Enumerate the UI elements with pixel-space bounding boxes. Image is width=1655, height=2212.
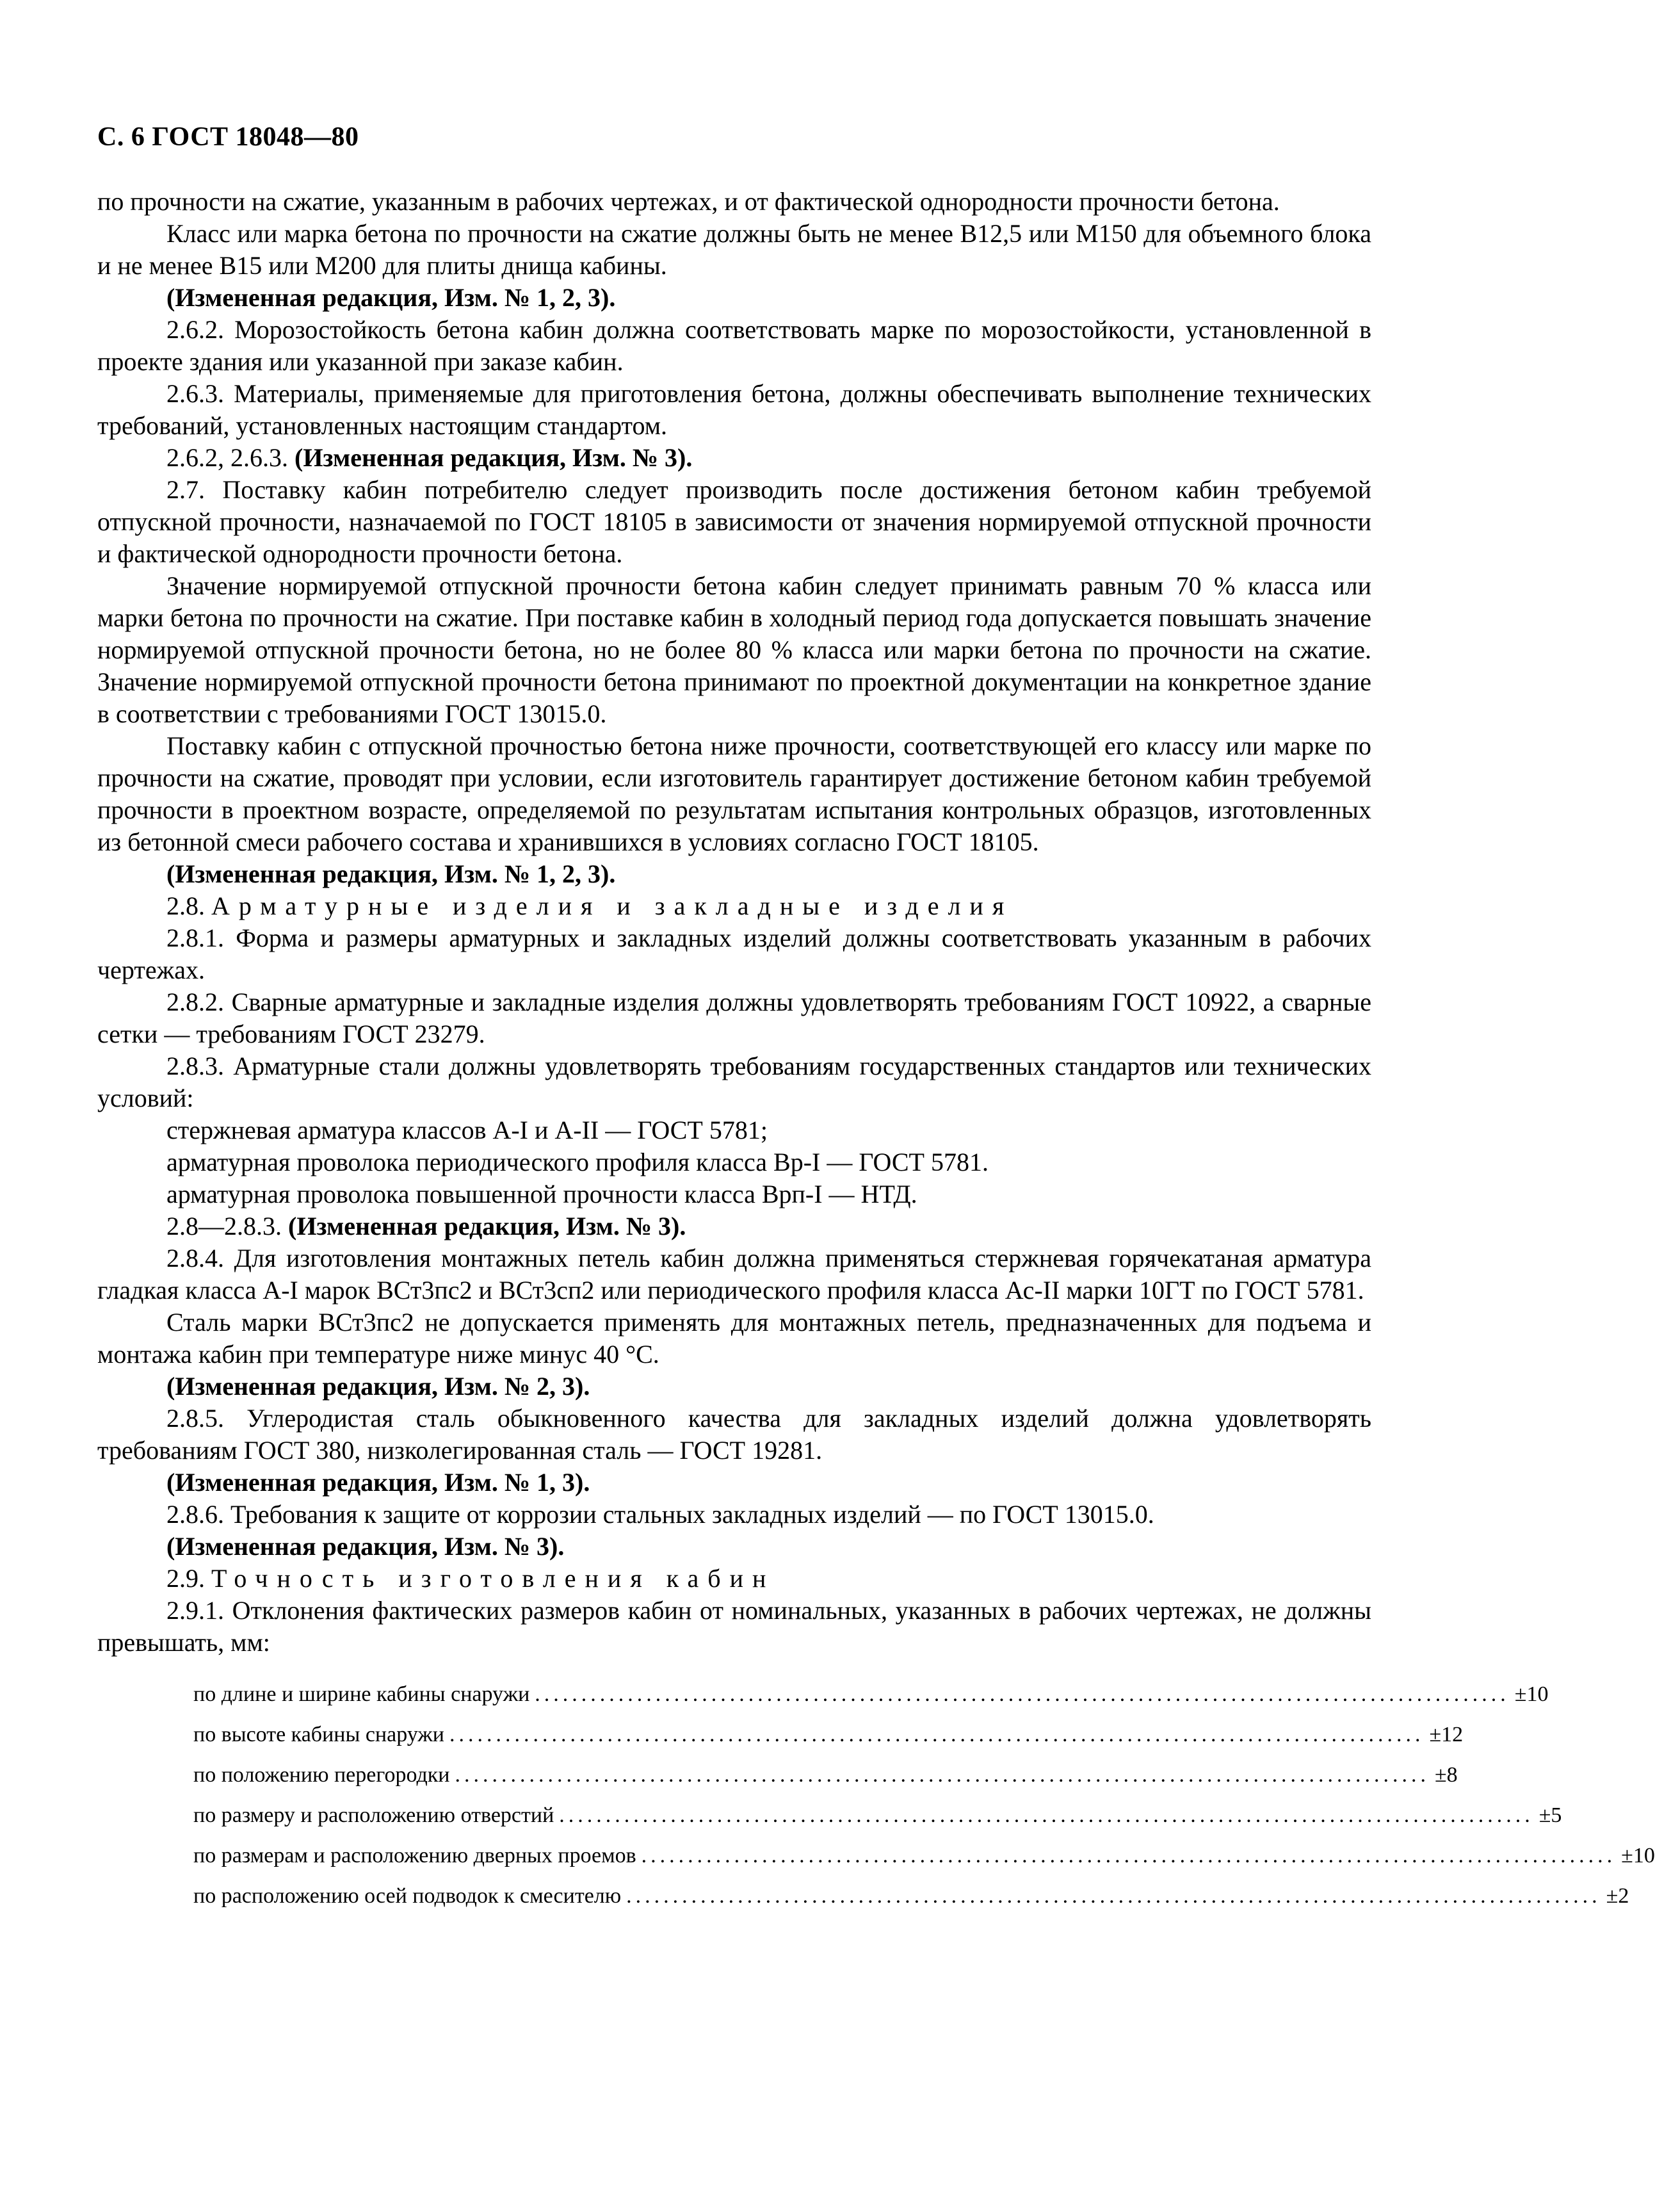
tolerance-value: ±2 [1606,1884,1629,1908]
revision-note: (Измененная редакция, Изм. № 3). [295,443,693,472]
section-number: 2.8. [166,891,205,920]
clause-2-7: 2.7. Поставку кабин потребителю следует производить после достижения бетоном кабин требуемой отпускной прочности, назначаемой по ГОСТ 18105 в зависимости от значения нормируемой отпускной прочности и фактической однородности прочности бетона. [97,475,1371,568]
paragraph: Поставку кабин с отпускной прочностью бетона ниже прочности, соответствующей его классу или марке по прочности на сжатие, проводят при условии, если изготовитель гарантирует достижение бетоном кабин требуемой прочности в проектном возрасте, определяемой по результатам испытания контрольных образцов, изготовленных из бетонной смеси рабочего состава и хранившихся в условиях согласно ГОСТ 18105. [97,731,1371,856]
list-item: стержневая арматура классов А-I и А-II — ГОСТ 5781; [166,1116,768,1144]
section-heading-2-8 [97,890,1371,922]
clause-2-8-6: 2.8.6. Требования к защите от коррозии стальных закладных изделий — по ГОСТ 13015.0. [166,1500,1154,1529]
tolerance-list [193,1674,1655,1916]
tolerance-value: ±8 [1435,1763,1458,1787]
leader-dots: ......................................................................................................... [626,1884,1601,1908]
clause-2-8-3: 2.8.3. Арматурные стали должны удовлетворять требованиям государственных стандартов или технических условий: [97,1052,1371,1112]
page-header: С. 6 ГОСТ 18048—80 [97,122,359,152]
paragraph: по прочности на сжатие, указанным в рабочих чертежах, и от фактической однородности прочности бетона. [97,187,1280,216]
clause-2-9-1: 2.9.1. Отклонения фактических размеров кабин от номинальных, указанных в рабочих чертежах, не должны превышать, мм: [97,1596,1371,1657]
tolerance-label: по высоте кабины снаружи [193,1723,444,1746]
clause-2-6-2: 2.6.2. Морозостойкость бетона кабин должна соответствовать марке по морозостойкости, установленной в проекте здания или указанной при заказе кабин. [97,315,1371,376]
tolerance-row [193,1876,1629,1916]
tolerance-row [193,1714,1464,1755]
section-number: 2.9. [166,1564,205,1593]
tolerance-row [193,1795,1562,1835]
tolerance-value: ±10 [1514,1682,1549,1706]
revision-note: (Измененная редакция, Изм. № 1, 2, 3). [166,859,616,888]
clause-2-8-1: 2.8.1. Форма и размеры арматурных и закладных изделий должны соответствовать указанным в рабочих чертежах. [97,923,1371,984]
tolerance-row [193,1755,1458,1795]
tolerance-value: ±10 [1621,1844,1655,1867]
leader-dots: ......................................................................................................... [535,1682,1510,1706]
revision-note: (Измененная редакция, Изм. № 2, 3). [166,1372,590,1401]
revision-ref: 2.8—2.8.3. [166,1212,282,1240]
paragraph: Значение нормируемой отпускной прочности бетона кабин следует принимать равным 70 % класса или марки бетона по прочности на сжатие. При поставке кабин в холодный период года допускается повышать значение нормируемой отпускной прочности бетона, но не более 80 % класса или марки бетона по прочности на сжатие. Значение нормируемой отпускной прочности бетона принимают по проектной документации на конкретное здание в соответствии с требованиями ГОСТ 13015.0. [97,571,1371,728]
revision-line [97,1210,1371,1242]
paragraph: Класс или марка бетона по прочности на сжатие должны быть не менее В12,5 или М150 для объемного блока и не менее В15 или М200 для плиты днища кабины. [97,219,1371,280]
tolerance-label: по размеру и расположению отверстий [193,1803,554,1827]
tolerance-label: по расположению осей подводок к смесителю [193,1884,622,1908]
leader-dots: ......................................................................................................... [559,1803,1534,1827]
tolerance-row [193,1835,1655,1876]
revision-ref: 2.6.2, 2.6.3. [166,443,288,472]
clause-2-8-2: 2.8.2. Сварные арматурные и закладные изделия должны удовлетворять требованиям ГОСТ 10922, а сварные сетки — требованиям ГОСТ 23279. [97,988,1371,1048]
tolerance-value: ±5 [1538,1803,1562,1827]
document-page [97,122,1655,1916]
revision-note: (Измененная редакция, Изм. № 3). [166,1532,565,1561]
revision-line [97,442,1371,474]
clause-2-8-4: 2.8.4. Для изготовления монтажных петель кабин должна применяться стержневая горячекатаная арматура гладкая класса А-I марок ВСт3пс2 и ВСт3сп2 или периодического профиля класса Ас-II марки 10ГТ по ГОСТ 5781. [97,1244,1371,1305]
tolerance-value: ±12 [1429,1723,1464,1746]
revision-note: (Измененная редакция, Изм. № 1, 2, 3). [166,283,616,312]
tolerance-label: по положению перегородки [193,1763,450,1787]
section-heading-2-9 [97,1563,1371,1595]
leader-dots: ......................................................................................................... [455,1763,1430,1787]
leader-dots: ......................................................................................................... [449,1723,1425,1746]
tolerance-row [193,1674,1549,1714]
revision-note: (Измененная редакция, Изм. № 3). [288,1212,686,1240]
revision-note: (Измененная редакция, Изм. № 1, 3). [166,1468,590,1497]
paragraph: Сталь марки ВСт3пс2 не допускается применять для монтажных петель, предназначенных для подъема и монтажа кабин при температуре ниже минус 40 °С. [97,1308,1371,1369]
tolerance-label: по размерам и расположению дверных проемов [193,1844,636,1867]
leader-dots: ......................................................................................................... [641,1844,1617,1867]
clause-2-8-5: 2.8.5. Углеродистая сталь обыкновенного качества для закладных изделий должна удовлетворять требованиям ГОСТ 380, низколегированная сталь — ГОСТ 19281. [97,1404,1371,1465]
list-item: арматурная проволока периодического профиля класса Вр-I — ГОСТ 5781. [166,1148,989,1176]
section-title: Арматурные изделия и закладные изделия [211,891,1013,920]
section-title: Точность изготовления кабин [211,1564,775,1593]
clause-2-6-3: 2.6.3. Материалы, применяемые для приготовления бетона, должны обеспечивать выполнение технических требований, установленных настоящим стандартом. [97,379,1371,440]
tolerance-label: по длине и ширине кабины снаружи [193,1682,530,1706]
list-item: арматурная проволока повышенной прочности класса Врп-I — НТД. [166,1180,917,1208]
